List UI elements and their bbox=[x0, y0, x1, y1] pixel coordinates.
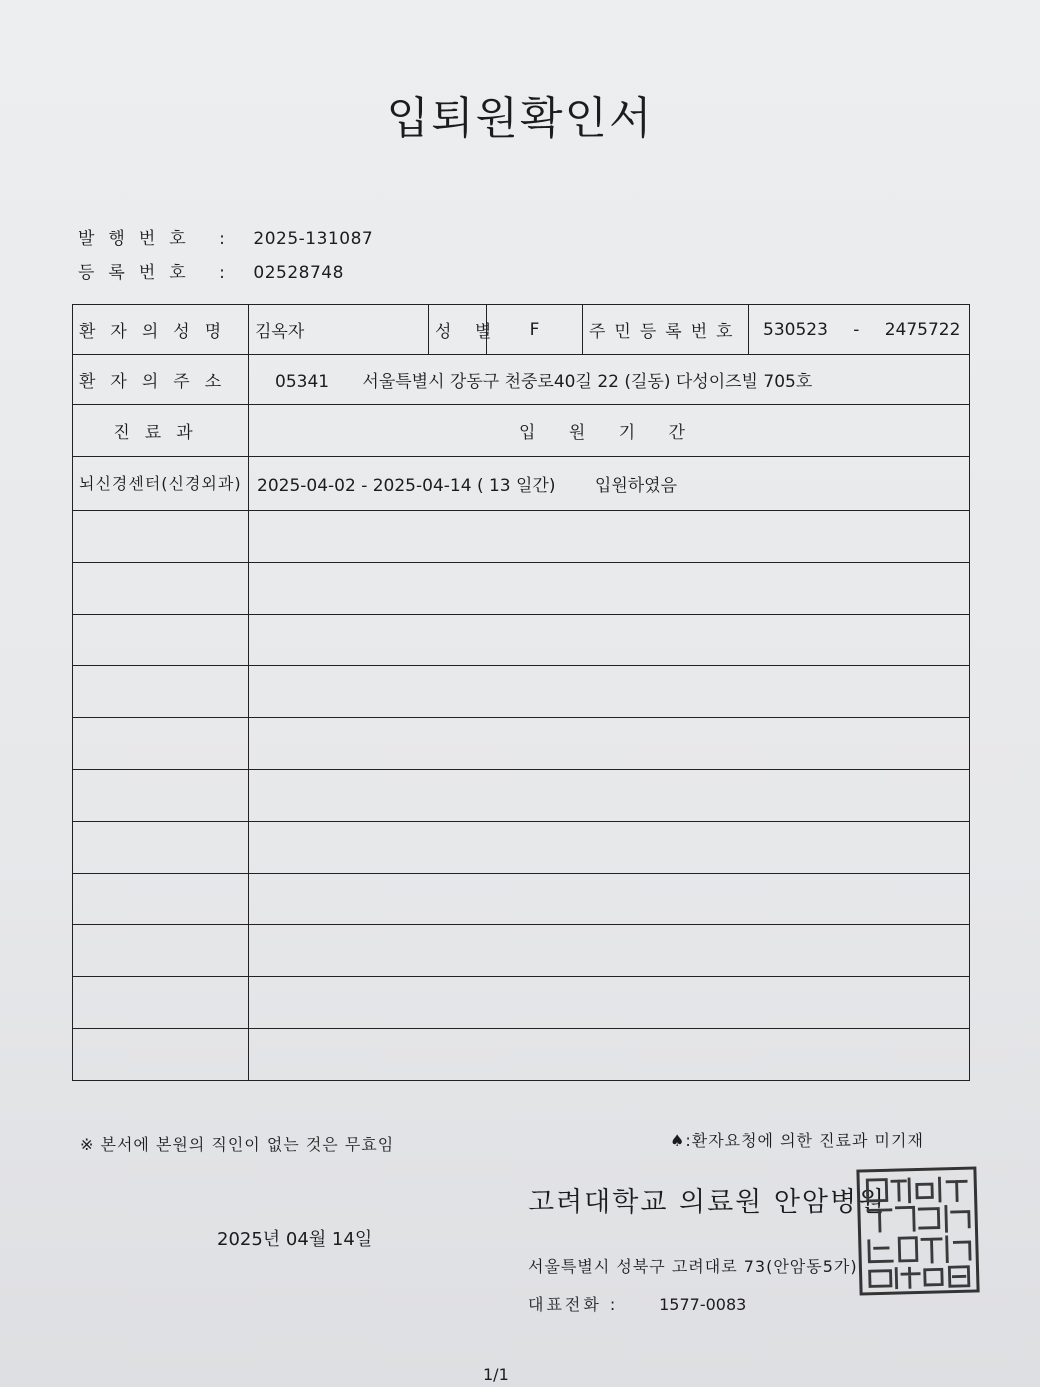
department-cell bbox=[73, 614, 249, 666]
phone-value: 1577-0083 bbox=[659, 1295, 747, 1314]
admission-table bbox=[72, 304, 970, 1081]
hospital-address: 서울특별시 성북구 고려대로 73(안암동5가) bbox=[528, 1257, 858, 1276]
patient-address-value bbox=[249, 355, 970, 405]
department-cell bbox=[73, 666, 249, 718]
table-row bbox=[73, 1028, 970, 1080]
page-number: 1/1 bbox=[483, 1365, 509, 1384]
period-cell bbox=[249, 873, 970, 925]
sex-value: F bbox=[487, 305, 583, 355]
status-text: 입원하였음 bbox=[594, 476, 678, 496]
sex-label: 성 별 bbox=[429, 305, 487, 355]
department-cell bbox=[73, 562, 249, 614]
issue-date: 2025년 04월 14일 bbox=[217, 1229, 373, 1250]
period-cell bbox=[249, 457, 970, 511]
rrn-back: 2475722 bbox=[884, 319, 961, 340]
department-cell bbox=[73, 925, 249, 977]
department-cell bbox=[73, 1028, 249, 1080]
phone-label: 대표전화 : bbox=[528, 1295, 619, 1314]
table-row bbox=[73, 457, 970, 511]
official-seal bbox=[856, 1166, 979, 1295]
issue-number-label: 발행번호 : bbox=[78, 229, 239, 249]
table-row bbox=[73, 873, 970, 925]
table-row bbox=[73, 718, 970, 770]
hospital-phone bbox=[528, 1292, 746, 1315]
period-text: 2025-04-02 - 2025-04-14 ( 13 일간) bbox=[257, 476, 556, 496]
section-header-row bbox=[73, 405, 970, 457]
registration-number-line bbox=[78, 258, 344, 283]
period-cell bbox=[249, 718, 970, 770]
department-cell bbox=[73, 718, 249, 770]
registration-number-label: 등록번호 : bbox=[78, 263, 239, 283]
department-cell bbox=[73, 769, 249, 821]
period-cell bbox=[249, 925, 970, 977]
seal-graphic bbox=[859, 1170, 976, 1293]
period-cell bbox=[249, 821, 970, 873]
document-title: 입퇴원확인서 bbox=[386, 93, 654, 144]
postal-code: 05341 bbox=[275, 372, 330, 392]
empty-rows bbox=[73, 511, 970, 1081]
period-cell bbox=[249, 614, 970, 666]
rrn-label: 주민등록번호 bbox=[583, 305, 749, 355]
table-row bbox=[73, 614, 970, 666]
patient-name-value: 김옥자 bbox=[249, 305, 429, 355]
table-row bbox=[73, 977, 970, 1029]
period-cell bbox=[249, 562, 970, 614]
period-cell bbox=[249, 1028, 970, 1080]
table-row bbox=[73, 925, 970, 977]
rrn-value bbox=[749, 305, 970, 355]
department-cell: 뇌신경센터(신경외과) bbox=[73, 457, 249, 511]
period-cell bbox=[249, 666, 970, 718]
table-row bbox=[73, 769, 970, 821]
validity-note: ※ 본서에 본원의 직인이 없는 것은 무효임 bbox=[80, 1135, 395, 1154]
patient-name-row bbox=[73, 305, 970, 355]
rrn-front: 530523 bbox=[763, 319, 828, 340]
request-note: ♠:환자요청에 의한 진료과 미기재 bbox=[670, 1131, 924, 1150]
department-cell bbox=[73, 873, 249, 925]
patient-address-row bbox=[73, 355, 970, 405]
issue-number-line bbox=[78, 224, 373, 249]
table-row bbox=[73, 666, 970, 718]
admission-period-header: 입 원 기 간 bbox=[249, 405, 970, 457]
issue-number-value: 2025-131087 bbox=[253, 229, 374, 249]
department-cell bbox=[73, 977, 249, 1029]
registration-number-value: 02528748 bbox=[253, 263, 344, 283]
table-row bbox=[73, 511, 970, 563]
table-row bbox=[73, 821, 970, 873]
hospital-name: 고려대학교 의료원 안암병원 bbox=[528, 1187, 887, 1218]
department-cell bbox=[73, 511, 249, 563]
patient-address-label: 환자의주소 bbox=[73, 355, 249, 405]
period-cell bbox=[249, 511, 970, 563]
rrn-dash: - bbox=[853, 319, 860, 340]
period-cell bbox=[249, 769, 970, 821]
department-cell bbox=[73, 821, 249, 873]
period-cell bbox=[249, 977, 970, 1029]
table-row bbox=[73, 562, 970, 614]
patient-name-label: 환자의성명 bbox=[73, 305, 249, 355]
department-header: 진료과 bbox=[73, 405, 249, 457]
address-text: 서울특별시 강동구 천중로40길 22 (길동) 다성이즈빌 705호 bbox=[362, 372, 813, 392]
